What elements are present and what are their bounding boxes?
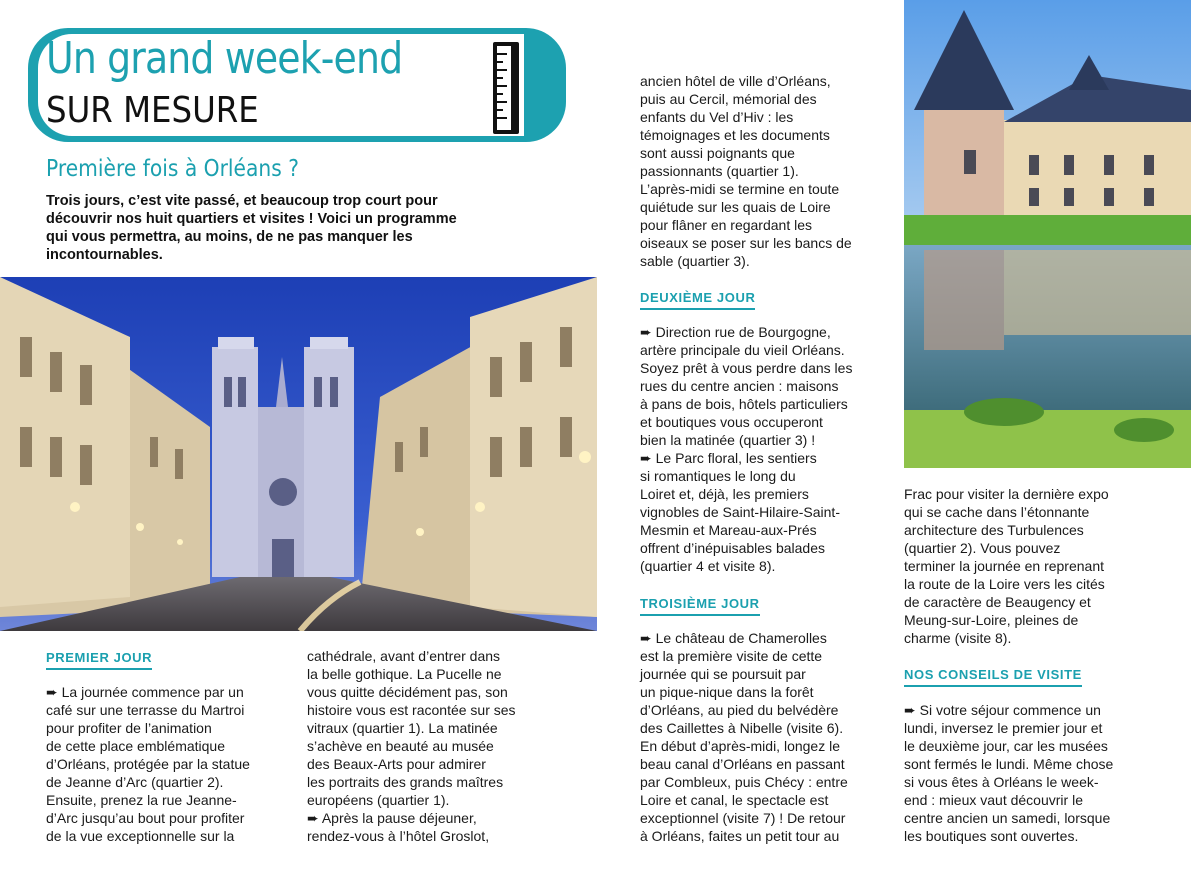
tips-text (904, 701, 1154, 845)
day1-label: PREMIER JOUR (46, 650, 152, 670)
text-line: Ensuite, prenez la rue Jeanne- (46, 792, 237, 808)
tips-label: NOS CONSEILS DE VISITE (904, 667, 1082, 687)
day3-text-continued (904, 485, 1154, 647)
text-line: quiétude sur les quais de Loire (640, 199, 831, 215)
text-line: (quartier 4 et visite 8). (640, 558, 776, 574)
text-line: Soyez prêt à vous perdre dans les (640, 360, 853, 376)
day2-label: DEUXIÈME JOUR (640, 290, 755, 310)
text-line: enfants du Vel d’Hiv : les (640, 109, 794, 125)
text-line: passionnants (quartier 1). (640, 163, 799, 179)
text-line: à pans de bois, hôtels particuliers (640, 396, 848, 412)
text-line: Frac pour visiter la dernière expo (904, 486, 1109, 502)
text-line: pour flâner en regardant les (640, 217, 812, 233)
text-line: En début d’après-midi, longez le (640, 738, 841, 754)
text-line: si romantiques le long du (640, 468, 796, 484)
page-subtitle: SUR MESURE (46, 90, 259, 131)
text-line: la route de la Loire vers les cités (904, 576, 1105, 592)
text-line: un pique-nique dans la forêt (640, 684, 814, 700)
text-line: s’achève en beauté au musée (307, 738, 494, 754)
text-line: d’Orléans, au pied du belvédère (640, 702, 839, 718)
text-line: sont aussi poignants que (640, 145, 795, 161)
text-line: ➨ Si votre séjour commence un (904, 702, 1101, 718)
text-line: d’Orléans, protégée par la statue (46, 756, 250, 772)
text-line: offrent d’inépuisables balades (640, 540, 825, 556)
text-line: sont fermés le lundi. Même chose (904, 756, 1114, 772)
day3-label: TROISIÈME JOUR (640, 596, 760, 616)
text-line: des Beaux-Arts pour admirer (307, 756, 486, 772)
day1-text-col3 (640, 72, 890, 270)
text-line: européens (quartier 1). (307, 792, 450, 808)
text-line: ancien hôtel de ville d’Orléans, (640, 73, 831, 89)
text-line: terminer la journée en reprenant (904, 558, 1105, 574)
text-line: et boutiques vous occuperont (640, 414, 823, 430)
text-line: artère principale du vieil Orléans. (640, 342, 845, 358)
text-line: de la vue exceptionnelle sur la (46, 828, 235, 844)
intro-line: Trois jours, c’est vite passé, et beaucoup trop court pour (46, 193, 438, 209)
text-line: d’Arc jusqu’au bout pour profiter (46, 810, 245, 826)
text-line: ➨ Direction rue de Bourgogne, (640, 324, 831, 340)
text-line: Loiret et, déjà, les premiers (640, 486, 809, 502)
text-line: café sur une terrasse du Martroi (46, 702, 245, 718)
text-line: rues du centre ancien : maisons (640, 378, 839, 394)
text-line: les portraits des grands maîtres (307, 774, 504, 790)
text-line: ➨ Le château de Chamerolles (640, 630, 827, 646)
intro-text (46, 192, 586, 264)
text-line: histoire vous est racontée sur ses (307, 702, 516, 718)
text-line: sable (quartier 3). (640, 253, 750, 269)
intro-heading: Première fois à Orléans ? (46, 156, 299, 182)
day3-text (640, 629, 890, 845)
text-line: exceptionnel (visite 7) ! De retour (640, 810, 846, 826)
text-line: par Combleux, puis Chécy : entre (640, 774, 848, 790)
chateau-photo (904, 0, 1191, 468)
text-line: beau canal d’Orléans en passant (640, 756, 845, 772)
text-line: si vous êtes à Orléans le week- (904, 774, 1099, 790)
intro-line: incontournables. (46, 247, 163, 263)
text-line: (quartier 2). Vous pouvez (904, 540, 1061, 556)
text-line: à Orléans, faites un petit tour au (640, 828, 840, 844)
text-line: charme (visite 8). (904, 630, 1012, 646)
text-line: de caractère de Beaugency et (904, 594, 1091, 610)
day1-text-col2 (307, 647, 557, 845)
day1-text-col1 (46, 683, 286, 845)
text-line: architecture des Turbulences (904, 522, 1084, 538)
text-line: vitraux (quartier 1). La matinée (307, 720, 498, 736)
text-line: ➨ Après la pause déjeuner, (307, 810, 477, 826)
ruler-icon (493, 42, 519, 134)
text-line: la belle gothique. La Pucelle ne (307, 666, 502, 682)
text-line: end : mieux vaut découvrir le (904, 792, 1083, 808)
text-line: rendez-vous à l’hôtel Groslot, (307, 828, 490, 844)
text-line: les boutiques sont ouvertes. (904, 828, 1079, 844)
text-line: vous quitte décidément pas, son (307, 684, 508, 700)
intro-line: découvrir nos huit quartiers et visites ! Voici un programme (46, 211, 457, 227)
text-line: de Jeanne d’Arc (quartier 2). (46, 774, 224, 790)
text-line: L’après-midi se termine en toute (640, 181, 840, 197)
text-line: vignobles de Saint-Hilaire-Saint- (640, 504, 840, 520)
text-line: ➨ Le Parc floral, les sentiers (640, 450, 817, 466)
text-line: Meung-sur-Loire, pleines de (904, 612, 1079, 628)
intro-line: qui vous permettra, au moins, de ne pas manquer les (46, 229, 413, 245)
text-line: Mesmin et Mareau-aux-Prés (640, 522, 817, 538)
text-line: témoignages et les documents (640, 127, 830, 143)
text-line: cathédrale, avant d’entrer dans (307, 648, 501, 664)
text-line: Loire et canal, le spectacle est (640, 792, 829, 808)
text-line: oiseaux se poser sur les bancs de (640, 235, 852, 251)
cathedral-photo (0, 277, 597, 631)
text-line: des Caillettes à Nibelle (visite 6). (640, 720, 844, 736)
text-line: puis au Cercil, mémorial des (640, 91, 817, 107)
text-line: lundi, inversez le premier jour et (904, 720, 1103, 736)
text-line: le deuxième jour, car les musées (904, 738, 1108, 754)
text-line: centre ancien un samedi, lorsque (904, 810, 1111, 826)
day2-text (640, 323, 890, 575)
text-line: ➨ La journée commence par un (46, 684, 244, 700)
text-line: journée qui se poursuit par (640, 666, 806, 682)
text-line: de cette place emblématique (46, 738, 225, 754)
text-line: est la première visite de cette (640, 648, 823, 664)
page-title: Un grand week-end (46, 33, 403, 84)
text-line: qui se cache dans l’étonnante (904, 504, 1090, 520)
text-line: pour profiter de l’animation (46, 720, 212, 736)
text-line: bien la matinée (quartier 3) ! (640, 432, 816, 448)
